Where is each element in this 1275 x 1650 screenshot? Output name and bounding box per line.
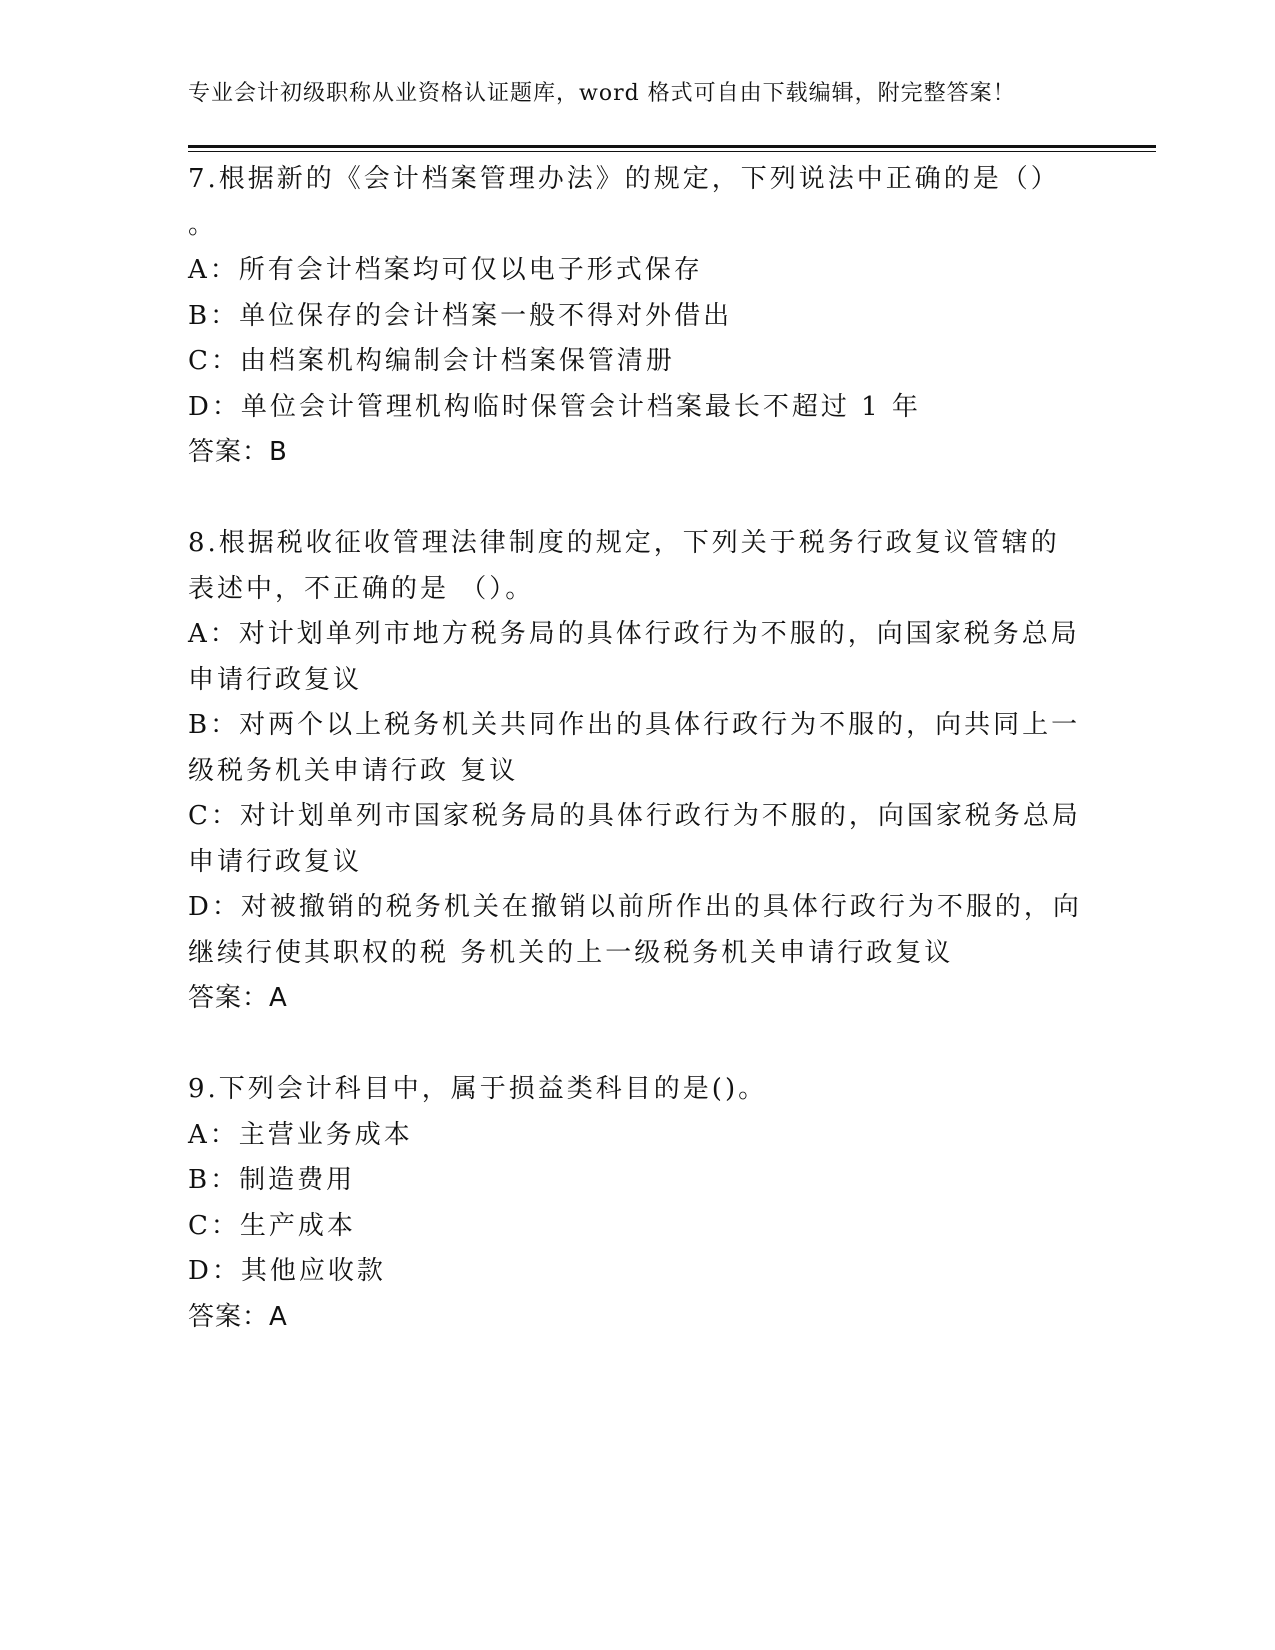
option-b: B：单位保存的会计档案一般不得对外借出 xyxy=(188,300,733,331)
question-stem-line: 。 xyxy=(188,209,218,240)
question-stem-line: 9.下列会计科目中，属于损益类科目的是()。 xyxy=(188,1074,768,1104)
answer: 答案：B xyxy=(188,437,288,467)
option-c: C：由档案机构编制会计档案保管清册 xyxy=(188,346,675,376)
option-d: D：单位会计管理机构临时保管会计档案最长不超过 1 年 xyxy=(188,391,921,422)
option-d: D：对被撤销的税务机关在撤销以前所作出的具体行政行为不服的，向 xyxy=(188,892,1082,922)
option-d-continued: 继续行使其职权的税 务机关的上一级税务机关申请行政复议 xyxy=(188,937,954,968)
question-8 xyxy=(188,521,1088,1022)
option-c: C：生产成本 xyxy=(188,1210,356,1241)
question-stem-line: 7.根据新的《会计档案管理办法》的规定，下列说法中正确的是（） xyxy=(188,164,1060,194)
option-b: B：对两个以上税务机关共同作出的具体行政行为不服的，向共同上一 xyxy=(188,710,1081,740)
question-spacer xyxy=(188,1022,1088,1068)
question-stem-line: 表述中，不正确的是 （）。 xyxy=(188,573,535,604)
question-9 xyxy=(188,1067,1088,1340)
option-b: B：制造费用 xyxy=(188,1165,356,1195)
question-7 xyxy=(188,157,1088,476)
page-header: 专业会计初级职称从业资格认证题库，word 格式可自由下载编辑，附完整答案！ xyxy=(188,81,1016,106)
question-spacer xyxy=(188,476,1088,522)
option-a-continued: 申请行政复议 xyxy=(188,664,363,695)
header-divider-thick xyxy=(188,145,1156,148)
answer: 答案：A xyxy=(188,1301,288,1332)
option-b-continued: 级税务机关申请行政 复议 xyxy=(188,755,519,786)
answer: 答案：A xyxy=(188,983,288,1013)
option-c-continued: 申请行政复议 xyxy=(188,846,363,877)
question-list xyxy=(188,157,1088,1340)
option-d: D：其他应收款 xyxy=(188,1256,386,1286)
option-c: C：对计划单列市国家税务局的具体行政行为不服的，向国家税务总局 xyxy=(188,801,1081,831)
question-stem-line: 8.根据税收征收管理法律制度的规定，下列关于税务行政复议管辖的 xyxy=(188,528,1060,558)
option-a: A：所有会计档案均可仅以电子形式保存 xyxy=(188,255,703,285)
option-a: A：对计划单列市地方税务局的具体行政行为不服的，向国家税务总局 xyxy=(188,619,1080,649)
header-divider-thin xyxy=(188,151,1156,152)
option-a: A：主营业务成本 xyxy=(188,1119,413,1150)
